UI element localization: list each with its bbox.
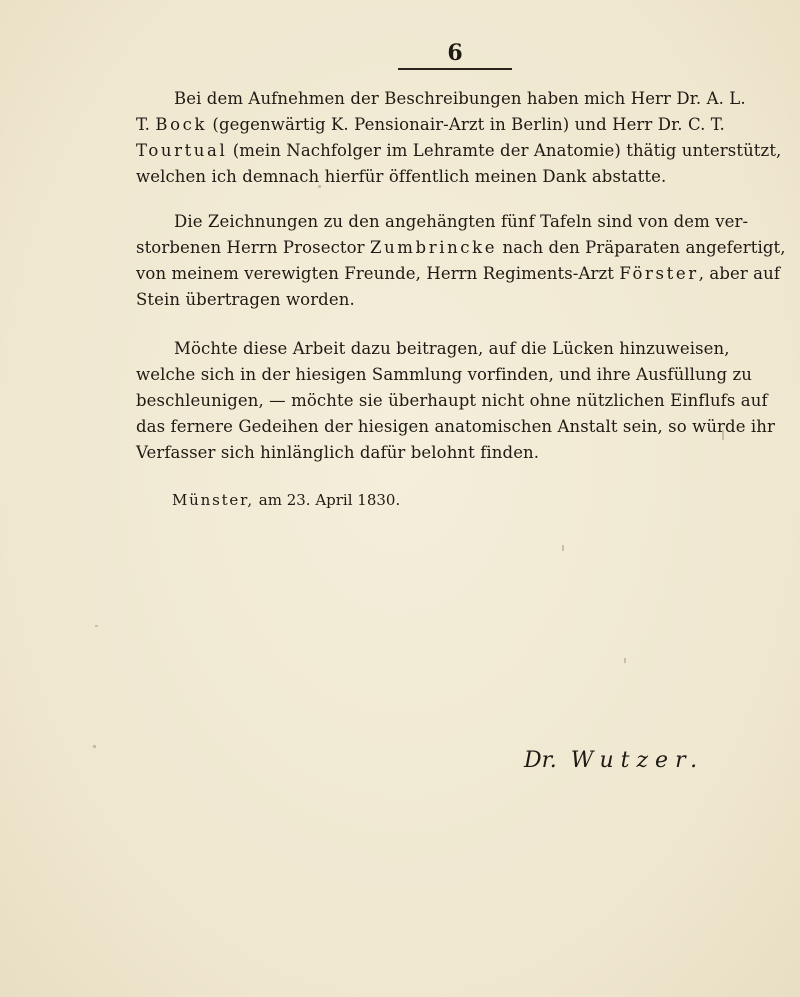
text-line: das fernere Gedeihen der hiesigen anatomischen Anstalt sein, so würde ihr — [136, 417, 776, 436]
text-line: Tourtual (mein Nachfolger im Lehramte der Anatomie) thätig unterstützt, — [136, 141, 782, 160]
paper-speck — [624, 658, 626, 663]
paragraph-closing — [136, 336, 784, 466]
text-line: beschleunigen, — möchte sie überhaupt nicht ohne nützlichen Einflufs auf — [136, 391, 768, 410]
signature-title: Dr. — [524, 748, 557, 773]
signature-name: Wutzer. — [570, 748, 705, 773]
name-zumbrincke: Zumbrincke — [370, 238, 498, 257]
dateline-date: am 23. April 1830. — [258, 491, 401, 509]
paper-speck — [318, 185, 321, 188]
paper-speck — [95, 625, 98, 627]
dateline — [172, 489, 400, 511]
signature — [524, 747, 704, 775]
text-line: Verfasser sich hinlänglich dafür belohnt finden. — [136, 443, 540, 462]
dateline-place: Münster, — [172, 491, 254, 509]
paragraph-acknowledgement — [136, 86, 784, 190]
text-line: storbenen Herrn Prosector Zumbrincke nach den Präparaten angefertigt, — [136, 238, 786, 257]
paper-speck — [93, 745, 96, 748]
paragraph-drawings — [136, 209, 784, 313]
text-line: von meinem verewigten Freunde, Herrn Regiments-Arzt Förster, aber auf — [136, 264, 781, 283]
paper-speck — [562, 545, 564, 551]
page-number-rule — [398, 38, 512, 70]
text-line: Stein übertragen worden. — [136, 290, 355, 309]
name-bock: Bock — [155, 115, 208, 134]
text-line: Die Zeichnungen zu den angehängten fünf Tafeln sind von dem ver- — [174, 212, 749, 231]
name-tourtual: Tourtual — [136, 141, 228, 160]
paper-speck — [722, 430, 724, 440]
text-line: Möchte diese Arbeit dazu beitragen, auf die Lücken hinzuweisen, — [174, 339, 730, 358]
page-number: 6 — [447, 40, 463, 66]
text-line: welche sich in der hiesigen Sammlung vorfinden, und ihre Ausfüllung zu — [136, 365, 753, 384]
text-line: Bei dem Aufnehmen der Beschreibungen haben mich Herr Dr. A. L. — [174, 89, 746, 108]
text-line: welchen ich demnach hierfür öffentlich meinen Dank abstatte. — [136, 167, 667, 186]
text-line: T. Bock (gegenwärtig K. Pensionair-Arzt in Berlin) und Herr Dr. C. T. — [136, 115, 725, 134]
name-foerster: Förster — [619, 264, 699, 283]
